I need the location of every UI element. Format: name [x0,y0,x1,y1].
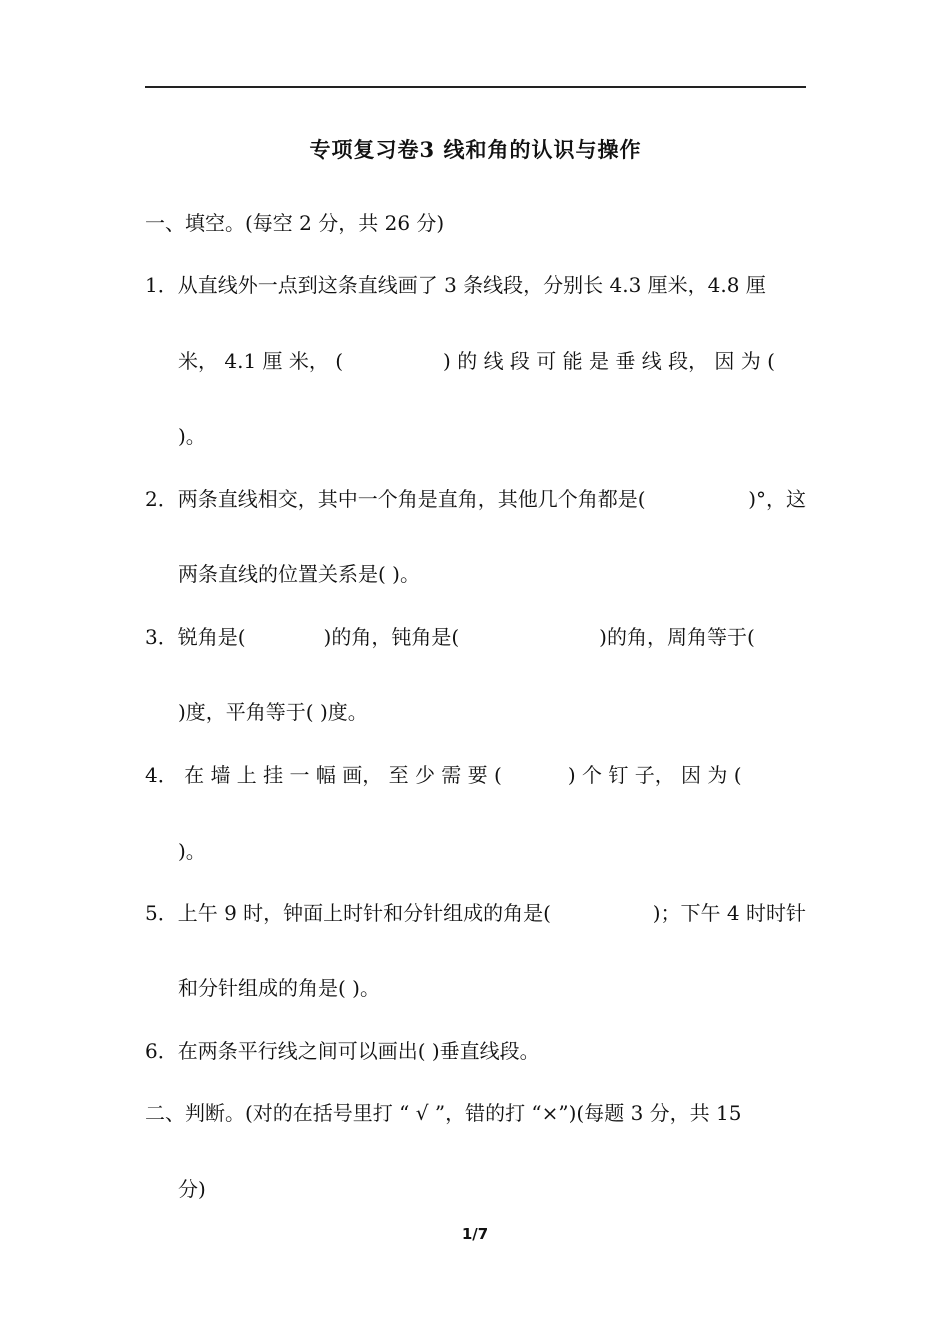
question-4-line-1-part-b: ) 个 钉 子， 因 为 ( [567,763,742,787]
question-1-line-2 [178,346,806,376]
document-title: 专项复习卷3 线和角的认识与操作 [309,137,642,162]
page-number: 1/7 [461,1225,489,1243]
question-2-line-2: 两条直线的位置关系是( )。 [178,562,420,586]
question-4-line-2: )。 [178,839,206,863]
question-5-line-1-part-a: 5．上午 9 时，钟面上时针和分针组成的角是( [145,901,551,925]
section-2-heading-line-2: 分) [178,1177,206,1201]
question-3-line-1-part-a: 3．锐角是( [145,625,246,649]
question-3-line-1-part-c: )的角，周角等于( [599,625,755,649]
question-1-line-3: )。 [178,424,206,448]
question-3-line-2: )度，平角等于( )度。 [178,700,368,724]
section-1-heading: 一、填空。(每空 2 分，共 26 分) [145,211,445,235]
question-3-line-1 [145,622,806,652]
question-1-line-2-part-a: 米， 4.1 厘 米， ( [178,349,344,373]
section-2-heading-line-1: 二、判断。(对的在括号里打 “ √ ”，错的打 “×”)(每题 3 分，共 15 [145,1101,742,1125]
question-2-line-1 [145,484,806,514]
question-5-line-1 [145,898,806,928]
question-5-line-1-part-b: )；下午 4 时时针 [652,901,806,925]
question-5-line-2: 和分针组成的角是( )。 [178,976,380,1000]
question-6-line-1: 6．在两条平行线之间可以画出( )垂直线段。 [145,1039,540,1063]
question-3-line-1-part-b: )的角，钝角是( [323,625,460,649]
question-1-line-1: 1．从直线外一点到这条直线画了 3 条线段，分别长 4.3 厘米，4.8 厘 [145,273,766,297]
question-4-line-1-part-a: 4． 在 墙 上 挂 一 幅 画， 至 少 需 要 ( [145,763,502,787]
question-2-line-1-part-b: )°，这 [748,487,806,511]
question-4-line-1 [145,760,806,790]
question-2-line-1-part-a: 2．两条直线相交，其中一个角是直角，其他几个角都是( [145,487,646,511]
header-rule [145,86,806,88]
question-1-line-2-part-b: ) 的 线 段 可 能 是 垂 线 段， 因 为 ( [443,349,775,373]
